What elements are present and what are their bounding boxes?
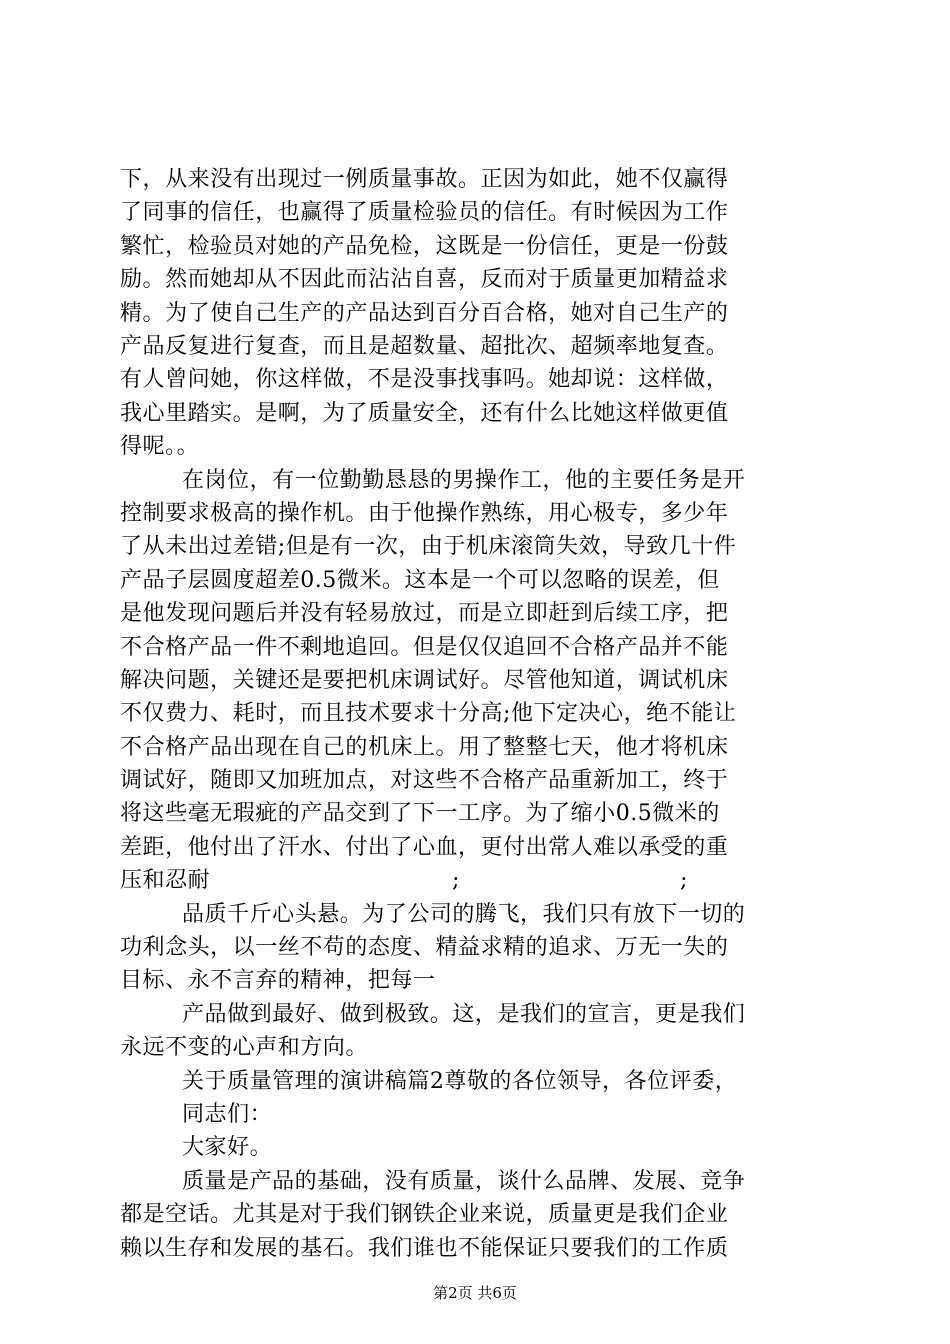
semicolon-mark: ;	[680, 868, 688, 894]
text-line: 赖以生存和发展的基石。我们谁也不能保证只要我们的工作质	[120, 1235, 729, 1261]
text-line: 繁忙，检验员对她的产品免检，这既是一份信任，更是一份鼓	[120, 233, 729, 259]
paragraph-first-line: 大家好。	[182, 1135, 273, 1161]
text-line: 都是空话。尤其是对于我们钢铁企业来说，质量更是我们企业	[120, 1202, 729, 1228]
text-line: 产品反复进行复查，而且是超数量、超批次、超频率地复查。	[120, 333, 729, 359]
text-line: 差距，他付出了汗水、付出了心血，更付出常人难以承受的重	[120, 834, 729, 860]
text-line: 励。然而她却从不因此而沾沾自喜，反而对于质量更加精益求	[120, 267, 729, 293]
text-line: 调试好，随即又加班加点，对这些不合格产品重新加工，终于	[120, 768, 729, 794]
text-line: 下，从来没有出现过一例质量事故。正因为如此，她不仅赢得	[120, 167, 729, 192]
text-line: 控制要求极高的操作机。由于他操作熟练，用心极专，多少年	[120, 500, 729, 526]
text-line: 了同事的信任，也赢得了质量检验员的信任。有时候因为工作	[120, 200, 729, 226]
semicolon-mark: ;	[452, 868, 460, 894]
text-line: 解决问题，关键还是要把机床调试好。尽管他知道，调试机床	[120, 667, 729, 693]
page-footer: 第2页 共6页	[433, 1284, 517, 1302]
text-line: 不合格产品出现在自己的机床上。用了整整七天，他才将机床	[120, 734, 729, 760]
speech-title-line: 关于质量管理的演讲稿篇2尊敬的各位领导，各位评委，	[182, 1068, 738, 1094]
text-line: 有人曾问她，你这样做，不是没事找事吗。她却说：这样做，	[120, 367, 729, 393]
paragraph-first-line: 品质千斤心头悬。为了公司的腾飞，我们只有放下一切的	[182, 901, 746, 927]
paragraph-first-line: 质量是产品的基础，没有质量，谈什么品牌、发展、竞争	[182, 1168, 746, 1194]
text-line: 是他发现问题后并没有轻易放过，而是立即赶到后续工序，把	[120, 601, 729, 627]
text-line: 我心里踏实。是啊，为了质量安全，还有什么比她这样做更值	[120, 400, 729, 426]
text-line: 精。为了使自己生产的产品达到百分百合格，她对自己生产的	[120, 300, 729, 326]
text-line: 产品子层圆度超差0.5微米。这本是一个可以忽略的误差，但	[120, 567, 720, 593]
text-line: 永远不变的心声和方向。	[120, 1035, 368, 1061]
text-line: 不合格产品一件不剩地追回。但是仅仅追回不合格产品并不能	[120, 634, 729, 660]
text-line: 功利念头，以一丝不苟的态度、精益求精的追求、万无一失的	[120, 935, 729, 961]
paragraph-first-line: 在岗位，有一位勤勤恳恳的男操作工，他的主要任务是开	[182, 467, 746, 493]
paragraph-first-line: 同志们：	[182, 1102, 273, 1128]
text-line: 压和忍耐	[120, 868, 211, 894]
text-line: 不仅费力、耗时，而且技术要求十分高;他下定决心，绝不能让	[120, 701, 737, 727]
paragraph-first-line: 产品做到最好、做到极致。这，是我们的宣言，更是我们	[182, 1001, 746, 1027]
text-line: 目标、永不言弃的精神，把每一	[120, 968, 436, 994]
text-line: 将这些毫无瑕疵的产品交到了下一工序。为了缩小0.5微米的	[120, 801, 720, 827]
text-line: 得呢。。	[120, 434, 200, 460]
text-line: 了从未出过差错;但是有一次，由于机床滚筒失效，导致几十件	[120, 534, 737, 560]
